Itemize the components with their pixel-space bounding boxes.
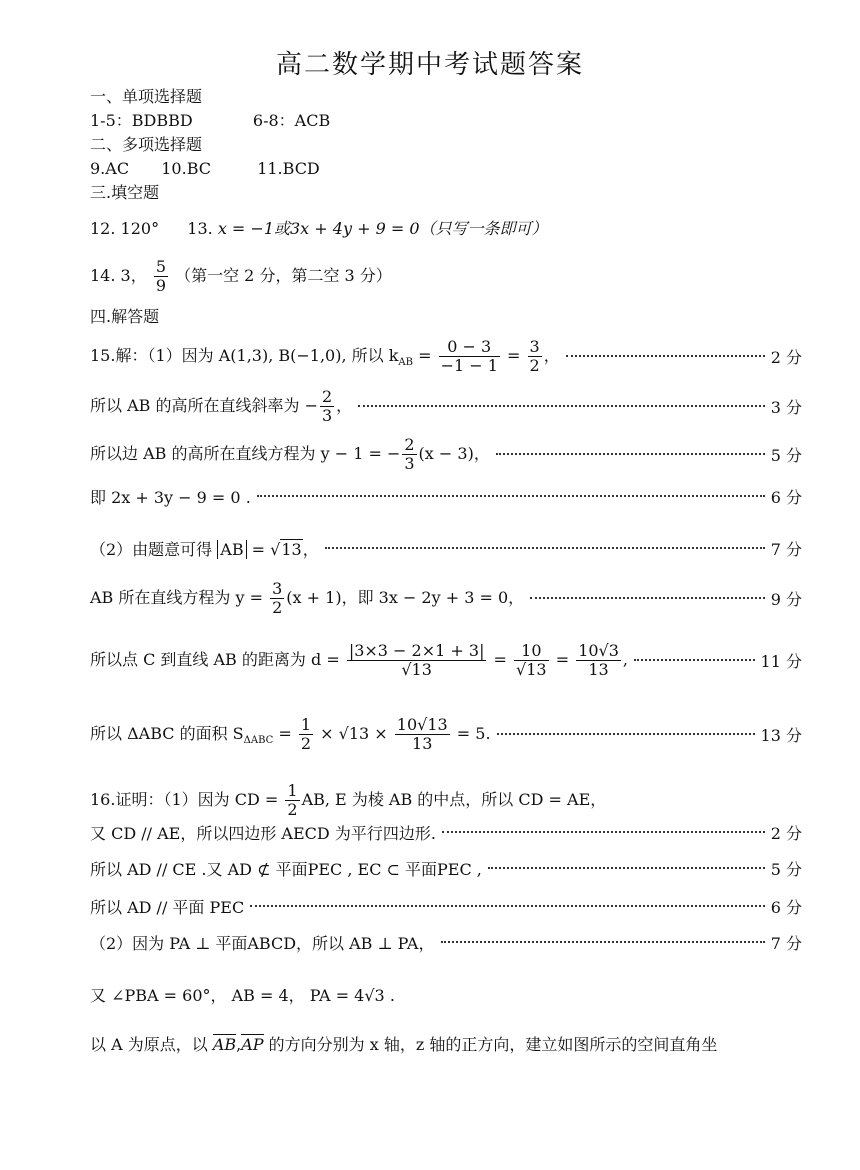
q15-line-4 — [90, 484, 802, 508]
text: = √ — [246, 539, 281, 559]
dotted-leader — [496, 453, 765, 455]
dotted-leader — [325, 547, 765, 549]
subscript: AB — [398, 356, 413, 368]
fraction-den: −1 − 1 — [440, 355, 498, 375]
answer-14 — [90, 258, 392, 295]
fraction — [402, 436, 416, 473]
fraction — [514, 642, 549, 679]
text: = — [273, 723, 297, 743]
fraction — [299, 716, 313, 753]
text: AB, E 为棱 AB 的中点，所以 CD = AE， — [301, 789, 607, 809]
fraction — [576, 642, 621, 679]
text: 15.解：（1）因为 A(1,3), B(−1,0), 所以 k — [90, 345, 399, 365]
fraction-den: 2 — [287, 799, 298, 819]
answers-1-5: 1-5：BDBBD — [90, 111, 193, 130]
q16-line-6 — [90, 982, 802, 1006]
absolute-value: AB — [217, 540, 246, 559]
score: 2 分 — [770, 347, 802, 367]
fraction-den: 9 — [155, 276, 166, 295]
text: = — [501, 345, 526, 365]
fraction — [270, 580, 284, 617]
answer-13: x = −1或3x + 4y + 9 = 0（只写一条即可） — [217, 219, 548, 238]
fraction-num: 1 — [300, 714, 312, 734]
dotted-leader — [358, 405, 765, 407]
fraction — [395, 716, 450, 753]
fraction-num: 10√13 — [396, 714, 448, 734]
text: （2）由题意可得 — [90, 539, 218, 559]
text: = — [550, 649, 575, 669]
answer-10: 10.BC — [161, 159, 211, 178]
text: (x − 3)， — [418, 443, 490, 463]
answers-12-13 — [90, 218, 548, 240]
answers-9-11 — [90, 158, 320, 180]
fraction — [528, 338, 542, 375]
q15-line-3-text — [90, 436, 490, 473]
text: (x + 1)，即 3x − 2y + 3 = 0， — [286, 587, 525, 607]
score: 6 分 — [770, 487, 802, 507]
fraction-den: 13 — [588, 659, 609, 679]
q16-line-6-text: 又 ∠PBA = 60°， AB = 4， PA = 4√3 . — [90, 985, 395, 1005]
answer-14-label: 14. 3， — [90, 266, 147, 285]
score: 9 分 — [770, 589, 802, 609]
text: 所以点 C 到直线 AB 的距离为 d = — [90, 649, 345, 669]
q16-line-4 — [90, 894, 802, 918]
q16-line-5-text: （2）因为 PA ⊥ 平面ABCD，所以 AB ⊥ PA， — [90, 933, 435, 953]
fraction-den: √13 — [516, 659, 547, 679]
text: 16.证明：（1）因为 CD = — [90, 789, 284, 809]
fraction-num: |3×3 − 2×1 + 3| — [348, 640, 485, 660]
fraction-5-9 — [154, 258, 168, 295]
q16-line-1-text — [90, 782, 606, 819]
answers-1-8 — [90, 110, 330, 132]
score: 3 分 — [770, 397, 802, 417]
q15-line-6-text — [90, 580, 524, 617]
fraction — [285, 782, 299, 819]
score: 2 分 — [770, 823, 802, 843]
answer-13-label: 13. — [187, 219, 213, 238]
dotted-leader — [566, 355, 765, 357]
text: 所以 AB 的高所在直线斜率为 − — [90, 395, 318, 415]
page-title: 高二数学期中考试题答案 — [275, 50, 584, 80]
q16-line-3 — [90, 856, 802, 880]
text: ， — [336, 395, 353, 415]
q15-line-2 — [90, 384, 802, 428]
text: 所以 ΔABC 的面积 S — [90, 723, 244, 743]
text: , — [622, 649, 629, 669]
section-heading-fill-blank: 三.填空题 — [90, 183, 160, 202]
subscript: ΔABC — [243, 734, 274, 746]
dotted-leader — [442, 831, 765, 833]
fraction-num: 3 — [529, 336, 540, 356]
fraction-num: 2 — [321, 386, 333, 406]
score: 11 分 — [760, 651, 802, 671]
q16-line-4-text: 所以 AD // 平面 PEC — [90, 897, 245, 917]
text: AB 所在直线方程为 y = — [90, 587, 269, 607]
score: 6 分 — [770, 897, 802, 917]
q15-line-5 — [90, 536, 802, 560]
q15-line-5-text — [90, 537, 319, 560]
score: 5 分 — [770, 859, 802, 879]
answer-9: 9.AC — [90, 159, 130, 178]
q16-line-5 — [90, 930, 802, 954]
dotted-leader — [530, 597, 765, 599]
answers-6-8: 6-8：ACB — [252, 111, 331, 130]
vector-ap: AP — [241, 1034, 264, 1054]
q16-line-2 — [90, 820, 802, 844]
fraction-num: 0 − 3 — [439, 338, 500, 357]
fraction — [347, 642, 487, 679]
vector-ab: AB — [212, 1034, 237, 1054]
q15-line-2-text — [90, 388, 352, 425]
text: = — [488, 649, 513, 669]
q15-line-3 — [90, 432, 802, 476]
q15-line-6 — [90, 576, 802, 620]
fraction-num: 10√3 — [578, 640, 619, 660]
q15-line-8-text — [90, 716, 491, 753]
fraction-num: 1 — [287, 780, 298, 800]
dotted-leader — [257, 495, 765, 497]
text: 的方向分别为 x 轴，z 轴的正方向，建立如图所示的空间直角坐 — [263, 1034, 718, 1054]
text: 所以边 AB 的高所在直线方程为 y − 1 = − — [90, 443, 401, 463]
q16-line-7 — [90, 1030, 802, 1056]
fraction-num: 10 — [514, 642, 549, 661]
dotted-leader — [250, 905, 765, 907]
q16-line-7-text — [90, 1032, 717, 1055]
fraction — [320, 388, 334, 425]
fraction-den: 13 — [412, 733, 433, 753]
fraction-den: 2 — [272, 597, 283, 617]
text: ， — [302, 539, 319, 559]
q15-line-7-text — [90, 642, 628, 679]
text: ， — [543, 345, 560, 365]
fraction-num: 3 — [272, 578, 283, 598]
text: = 5. — [451, 723, 491, 743]
fraction-den: √13 — [401, 659, 432, 679]
text: = — [413, 345, 437, 365]
fraction-den: 2 — [300, 733, 312, 753]
section-heading-multiple-choice: 二、多项选择题 — [90, 135, 203, 154]
score: 5 分 — [770, 445, 802, 465]
q16-line-1 — [90, 778, 802, 822]
fraction-den: 3 — [404, 453, 415, 473]
fraction-num: 5 — [155, 257, 166, 276]
answer-12: 12. 120° — [90, 219, 160, 238]
dotted-leader — [488, 867, 765, 869]
answer-14-note: （第一空 2 分，第二空 3 分） — [175, 266, 392, 285]
fraction-den: 2 — [529, 355, 540, 375]
fraction-num: 2 — [404, 434, 415, 454]
dotted-leader — [441, 941, 765, 943]
fraction — [439, 338, 500, 375]
q16-line-3-text: 所以 AD // CE .又 AD ⊄ 平面PEC , EC ⊂ 平面PEC , — [90, 859, 482, 879]
fraction-den: 3 — [321, 405, 333, 425]
dotted-leader — [497, 733, 755, 735]
text: × √13 × — [315, 723, 393, 743]
score: 7 分 — [770, 933, 802, 953]
section-heading-single-choice: 一、单项选择题 — [90, 87, 203, 106]
q15-line-1-text — [90, 338, 560, 375]
q15-line-7 — [90, 636, 802, 684]
sqrt-radicand: 13 — [281, 539, 302, 559]
text: , — [236, 1034, 242, 1054]
dotted-leader — [634, 659, 755, 661]
answer-11: 11.BCD — [257, 159, 320, 178]
section-heading-solutions: 四.解答题 — [90, 307, 160, 326]
q16-line-2-text: 又 CD // AE，所以四边形 AECD 为平行四边形. — [90, 823, 436, 843]
score: 13 分 — [760, 725, 802, 745]
q15-line-4-text: 即 2x + 3y − 9 = 0 . — [90, 487, 251, 507]
q15-line-1 — [90, 334, 802, 378]
score: 7 分 — [770, 539, 802, 559]
q15-line-8 — [90, 710, 802, 758]
text: 以 A 为原点，以 — [90, 1034, 213, 1054]
